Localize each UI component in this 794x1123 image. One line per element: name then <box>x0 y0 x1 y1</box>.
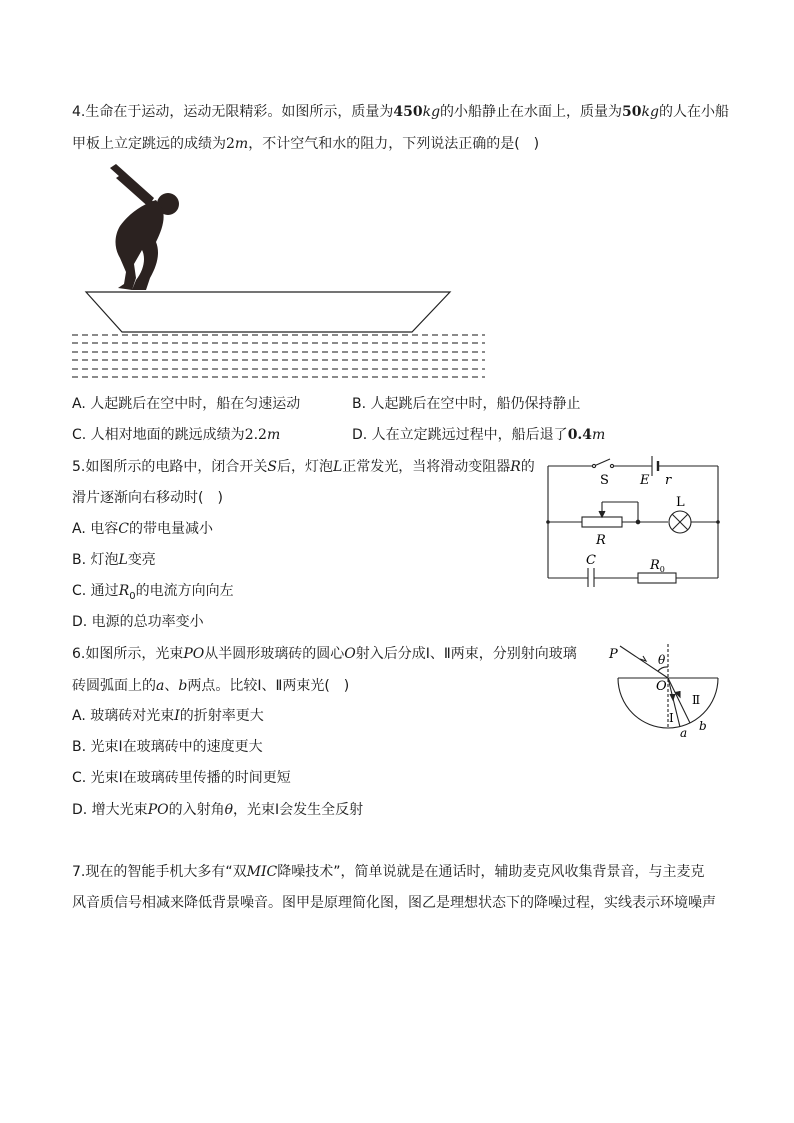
q5-option-a[interactable]: A. 电容C的带电量减小 <box>72 521 213 537</box>
q6-optics-diagram <box>606 640 731 740</box>
label-O: O <box>656 679 667 694</box>
label-point-b: b <box>699 719 707 733</box>
label-point-a: a <box>680 726 688 740</box>
q6-option-c[interactable]: C. 光束Ⅰ在玻璃砖里传播的时间更短 <box>72 770 291 786</box>
label-theta: θ <box>658 653 666 667</box>
label-beam-II: Ⅱ <box>692 693 701 707</box>
q5-stem-line1: 5.如图所示的电路中，闭合开关S后，灯泡L正常发光，当将滑动变阻器R的 <box>72 459 535 475</box>
q6-option-b[interactable]: B. 光束Ⅰ在玻璃砖中的速度更大 <box>72 739 263 755</box>
q5-option-c[interactable]: C. 通过$R_0$的电流方向向左 <box>72 583 234 602</box>
q5-circuit-diagram <box>540 452 730 587</box>
q5-stem-line2: 滑片逐渐向右移动时( ) <box>72 490 223 506</box>
lamp-label: L <box>676 495 685 510</box>
q6-stem-line2: 砖圆弧面上的a、b两点。比较Ⅰ、Ⅱ两束光( ) <box>72 678 350 694</box>
resistor-r0-label: $R_0$ <box>650 558 665 574</box>
q4-option-a[interactable]: A. 人起跳后在空中时，船在匀速运动 <box>72 396 301 412</box>
switch-label: S <box>600 473 609 488</box>
q6-option-a[interactable]: A. 玻璃砖对光束I的折射率更大 <box>72 708 264 724</box>
capacitor-label: C <box>586 553 596 568</box>
jumper-silhouette <box>110 164 179 290</box>
label-beam-I: Ⅰ <box>669 711 674 725</box>
rheostat-label: R <box>596 533 606 548</box>
q4-option-d[interactable]: D. 人在立定跳远过程中，船后退了0.4m <box>352 427 606 443</box>
internal-resistance-label: r <box>665 473 672 488</box>
q5-option-b[interactable]: B. 灯泡L变亮 <box>72 552 156 568</box>
emf-label: E <box>640 473 650 488</box>
q4-option-c[interactable]: C. 人相对地面的跳远成绩为2.2m <box>72 427 281 443</box>
boat-hull <box>86 292 450 332</box>
q4-stem-line1: 4.生命在于运动，运动无限精彩。如图所示，质量为450kg的小船静止在水面上，质量为50kg的人在小船 <box>72 104 729 120</box>
water-lines <box>72 335 485 377</box>
q4-figure-boat-jumper <box>70 160 490 385</box>
q4-stem-line2: 甲板上立定跳远的成绩为2m，不计空气和水的阻力，下列说法正确的是( ) <box>72 136 540 152</box>
q7-stem-line1: 7.现在的智能手机大多有“双MIC降噪技术”，简单说就是在通话时，辅助麦克风收集背景音，与主麦克 <box>72 864 705 880</box>
q5-option-d[interactable]: D. 电源的总功率变小 <box>72 614 204 630</box>
q6-option-d[interactable]: D. 增大光束PO的入射角θ，光束Ⅰ会发生全反射 <box>72 802 364 818</box>
q6-stem-line1: 6.如图所示，光束PO从半圆形玻璃砖的圆心O射入后分成Ⅰ、Ⅱ两束，分别射向玻璃 <box>72 646 577 662</box>
q4-option-b[interactable]: B. 人起跳后在空中时，船仍保持静止 <box>352 396 581 412</box>
label-P: P <box>609 647 618 662</box>
q7-stem-line2: 风音质信号相减来降低背景噪音。图甲是原理简化图，图乙是理想状态下的降噪过程，实线表示环境噪声 <box>72 895 716 911</box>
